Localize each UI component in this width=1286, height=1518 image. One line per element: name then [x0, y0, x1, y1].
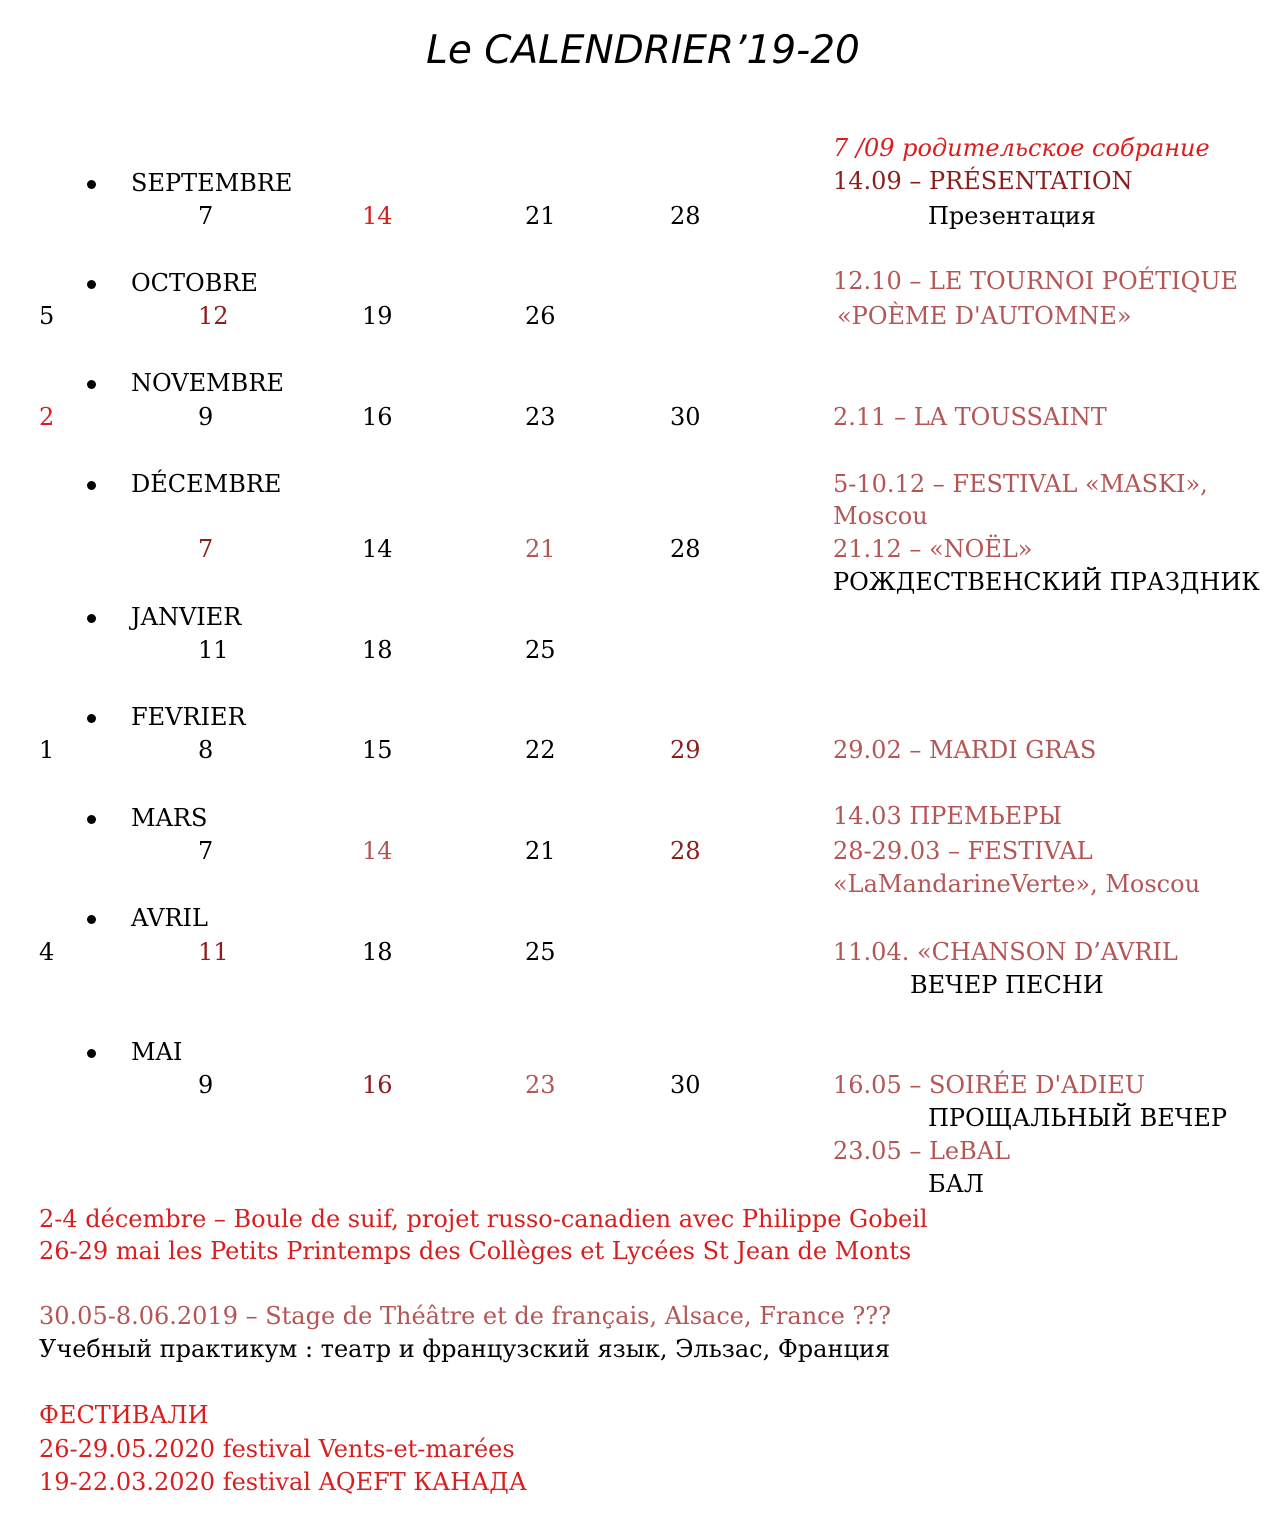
day-feb-22: 22: [525, 736, 556, 764]
day-oct-26: 26: [525, 302, 556, 330]
day-feb-29: 29: [670, 736, 701, 764]
bullet-icon: [87, 481, 96, 490]
event-sep-presentation-ru: Презентация: [928, 202, 1096, 230]
day-jan-18: 18: [362, 636, 393, 664]
event-mar-festival: 28-29.03 – FESTIVAL: [833, 837, 1093, 865]
day-feb-15: 15: [362, 736, 393, 764]
day-nov-23: 23: [525, 403, 556, 431]
day-may-23: 23: [525, 1071, 556, 1099]
event-may-bal-ru: БАЛ: [928, 1170, 984, 1198]
note-stage-ru: Учебный практикум : театр и французский язык, Эльзас, Франция: [39, 1335, 891, 1363]
day-sep-28: 28: [670, 202, 701, 230]
month-november: NOVEMBRE: [131, 369, 284, 397]
month-april: AVRIL: [131, 904, 208, 932]
event-dec-maski: 5-10.12 – FESTIVAL «MASKI»,: [833, 470, 1208, 498]
day-apr-18: 18: [362, 938, 393, 966]
event-may-adieu-ru: ПРОЩАЛЬНЫЙ ВЕЧЕР: [928, 1104, 1227, 1132]
day-oct-5: 5: [39, 302, 55, 330]
bullet-icon: [87, 1049, 96, 1058]
event-mar-premieres: 14.03 ПРЕМЬЕРЫ: [833, 802, 1062, 830]
day-mar-7: 7: [198, 837, 214, 865]
event-apr-chanson: 11.04. «CHANSON D’AVRIL: [833, 938, 1178, 966]
event-oct-poeme: «POÈME D'AUTOMNE»: [837, 302, 1132, 330]
note-stage: 30.05-8.06.2019 – Stage de Théâtre et de français, Alsace, France ???: [39, 1302, 892, 1330]
day-feb-1: 1: [39, 736, 55, 764]
day-dec-21: 21: [525, 535, 556, 563]
bullet-icon: [87, 180, 96, 189]
day-sep-21: 21: [525, 202, 556, 230]
month-may: MAI: [131, 1038, 183, 1066]
day-feb-8: 8: [198, 736, 214, 764]
day-apr-4: 4: [39, 938, 55, 966]
day-sep-14: 14: [362, 202, 393, 230]
day-mar-14: 14: [362, 837, 393, 865]
day-jan-11: 11: [198, 636, 229, 664]
bullet-icon: [87, 614, 96, 623]
festival-vents-et-marees: 26-29.05.2020 festival Vents-et-marées: [39, 1435, 515, 1463]
event-feb-mardi-gras: 29.02 – MARDI GRAS: [833, 736, 1097, 764]
day-mar-28: 28: [670, 837, 701, 865]
event-oct-tournoi: 12.10 – LE TOURNOI POÉTIQUE: [833, 267, 1239, 295]
festival-aqeft: 19-22.03.2020 festival AQEFT КАНАДА: [39, 1468, 527, 1496]
month-september: SEPTEMBRE: [131, 169, 293, 197]
bullet-icon: [87, 915, 96, 924]
month-february: FEVRIER: [131, 703, 246, 731]
month-january: JANVIER: [131, 603, 242, 631]
bullet-icon: [87, 714, 96, 723]
festivals-heading: ФЕСТИВАЛИ: [39, 1401, 209, 1429]
day-may-9: 9: [198, 1071, 214, 1099]
day-apr-11: 11: [198, 938, 229, 966]
day-may-30: 30: [670, 1071, 701, 1099]
event-dec-moscou: Moscou: [833, 502, 928, 530]
event-sep-parents: 7 /09 родительское собрание: [833, 134, 1210, 162]
day-dec-28: 28: [670, 535, 701, 563]
event-nov-toussaint: 2.11 – LA TOUSSAINT: [833, 403, 1107, 431]
day-jan-25: 25: [525, 636, 556, 664]
day-may-16: 16: [362, 1071, 393, 1099]
note-boule-de-suif: 2-4 décembre – Boule de suif, projet russo-canadien avec Philippe Gobeil: [39, 1205, 928, 1233]
month-march: MARS: [131, 804, 208, 832]
event-may-bal: 23.05 – LeBAL: [833, 1137, 1011, 1165]
day-sep-7: 7: [198, 202, 214, 230]
event-dec-noel-ru: РОЖДЕСТВЕНСКИЙ ПРАЗДНИК: [833, 568, 1260, 596]
event-dec-noel: 21.12 – «NOËL»: [833, 535, 1033, 563]
bullet-icon: [87, 280, 96, 289]
day-nov-16: 16: [362, 403, 393, 431]
day-nov-30: 30: [670, 403, 701, 431]
event-sep-presentation: [833, 165, 1133, 197]
event-title: PRÉSENTATION: [928, 167, 1133, 195]
month-october: OCTOBRE: [131, 269, 258, 297]
day-oct-19: 19: [362, 302, 393, 330]
day-dec-14: 14: [362, 535, 393, 563]
day-oct-12: 12: [198, 302, 229, 330]
day-apr-25: 25: [525, 938, 556, 966]
day-nov-9: 9: [198, 403, 214, 431]
page-title: Le CALENDRIER’19-20: [426, 28, 860, 73]
bullet-icon: [87, 815, 96, 824]
event-mar-mandarine: «LaMandarineVerte», Moscou: [833, 870, 1201, 898]
day-mar-21: 21: [525, 837, 556, 865]
event-may-adieu: 16.05 – SOIRÉE D'ADIEU: [833, 1071, 1145, 1099]
month-december: DÉCEMBRE: [131, 470, 282, 498]
bullet-icon: [87, 380, 96, 389]
day-nov-2: 2: [39, 403, 55, 431]
day-dec-7: 7: [198, 535, 214, 563]
note-petits-printemps: 26-29 mai les Petits Printemps des Collèges et Lycées St Jean de Monts: [39, 1237, 912, 1265]
event-date: 14.09 –: [833, 167, 929, 195]
event-apr-chanson-ru: ВЕЧЕР ПЕСНИ: [910, 971, 1104, 999]
